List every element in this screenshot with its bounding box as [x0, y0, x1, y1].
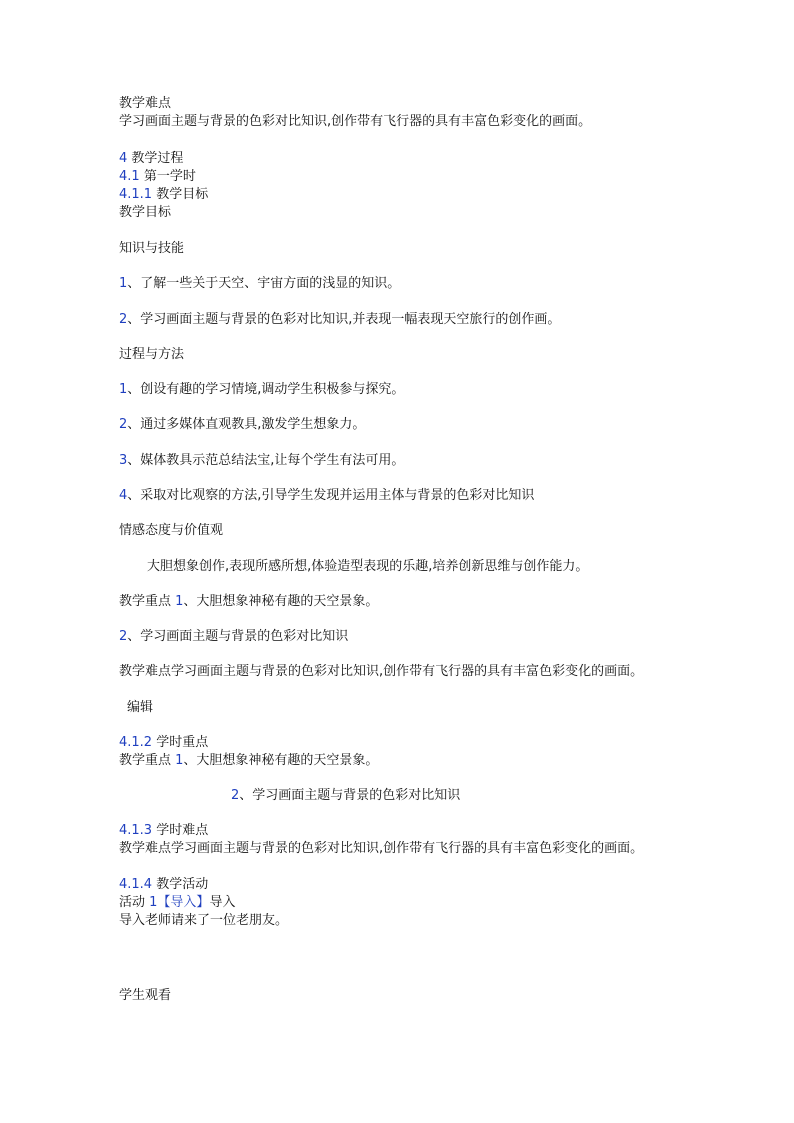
- section-heading: [119, 876, 208, 894]
- section-heading: [119, 734, 208, 752]
- item-text: 、学习画面主题与背景的色彩对比知识,并表现一幅表现天空旅行的创作画。: [127, 312, 561, 327]
- item-number: 1: [175, 753, 184, 768]
- paragraph: 知识与技能: [119, 241, 185, 256]
- item-number: 3: [119, 453, 128, 468]
- paragraph: 大胆想象创作,表现所感所想,体验造型表现的乐趣,培养创新思维与创作能力。: [147, 559, 589, 574]
- list-item: [119, 275, 400, 293]
- item-text: 、大胆想象神秘有趣的天空景象。: [183, 594, 379, 609]
- item-text: 、采取对比观察的方法,引导学生发现并运用主体与背景的色彩对比知识: [127, 488, 535, 503]
- section-number: 4.1.4: [119, 877, 153, 892]
- list-item: [119, 416, 365, 434]
- list-item: [119, 628, 348, 646]
- paragraph: 导入老师请来了一位老朋友。: [119, 913, 289, 928]
- paragraph: 教学目标: [119, 205, 172, 220]
- label-text: 教学重点: [119, 753, 176, 768]
- section-heading: [119, 186, 208, 204]
- item-text: 、通过多媒体直观教具,激发学生想象力。: [127, 417, 366, 432]
- paragraph: 学生观看: [119, 988, 172, 1003]
- item-number: 2: [119, 629, 128, 644]
- paragraph: [119, 593, 378, 611]
- item-number: 2: [119, 312, 128, 327]
- list-item: [231, 787, 460, 805]
- section-title: 教学活动: [152, 877, 209, 892]
- edit-label: 编辑: [127, 700, 154, 715]
- section-title: 学时难点: [152, 823, 209, 838]
- item-text: 、学习画面主题与背景的色彩对比知识: [127, 629, 349, 644]
- item-text: 、媒体教具示范总结法宝,让每个学生有法可用。: [127, 453, 405, 468]
- list-item: [119, 452, 404, 470]
- section-heading: [119, 168, 196, 186]
- item-text: 、学习画面主题与背景的色彩对比知识: [239, 788, 461, 803]
- item-text: 、大胆想象神秘有趣的天空景象。: [183, 753, 379, 768]
- section-number: 4: [119, 151, 128, 166]
- item-number: 2: [119, 417, 128, 432]
- item-number: 1: [149, 895, 158, 910]
- paragraph: 教学难点学习画面主题与背景的色彩对比知识,创作带有飞行器的具有丰富色彩变化的画面。: [119, 841, 644, 856]
- section-number: 4.1: [119, 169, 140, 184]
- item-number: 1: [119, 382, 128, 397]
- item-number: 2: [231, 788, 240, 803]
- paragraph: [119, 752, 378, 770]
- section-heading: [119, 822, 208, 840]
- paragraph: 过程与方法: [119, 347, 185, 362]
- item-number: 1: [175, 594, 184, 609]
- item-text: 、创设有趣的学习情境,调动学生积极参与探究。: [127, 382, 405, 397]
- paragraph: 情感态度与价值观: [119, 523, 224, 538]
- section-title: 教学过程: [127, 151, 184, 166]
- section-title: 教学目标: [152, 187, 209, 202]
- paragraph: 学习画面主题与背景的色彩对比知识,创作带有飞行器的具有丰富色彩变化的画面。: [119, 114, 592, 129]
- activity-title: 导入: [209, 895, 236, 910]
- section-heading: [119, 150, 183, 168]
- list-item: [119, 487, 534, 505]
- paragraph: 教学难点学习画面主题与背景的色彩对比知识,创作带有飞行器的具有丰富色彩变化的画面。: [119, 664, 644, 679]
- list-item: [119, 311, 560, 329]
- item-number: 4: [119, 488, 128, 503]
- activity-heading: [119, 894, 235, 912]
- heading-teaching-difficulty: 教学难点: [119, 96, 172, 111]
- section-title: 第一学时: [139, 169, 196, 184]
- label-text: 活动: [119, 895, 150, 910]
- section-title: 学时重点: [152, 735, 209, 750]
- item-text: 、了解一些关于天空、宇宙方面的浅显的知识。: [127, 276, 401, 291]
- label-text: 教学重点: [119, 594, 176, 609]
- section-number: 4.1.3: [119, 823, 153, 838]
- section-number: 4.1.2: [119, 735, 153, 750]
- activity-tag: 【导入】: [157, 895, 210, 910]
- list-item: [119, 381, 404, 399]
- section-number: 4.1.1: [119, 187, 153, 202]
- item-number: 1: [119, 276, 128, 291]
